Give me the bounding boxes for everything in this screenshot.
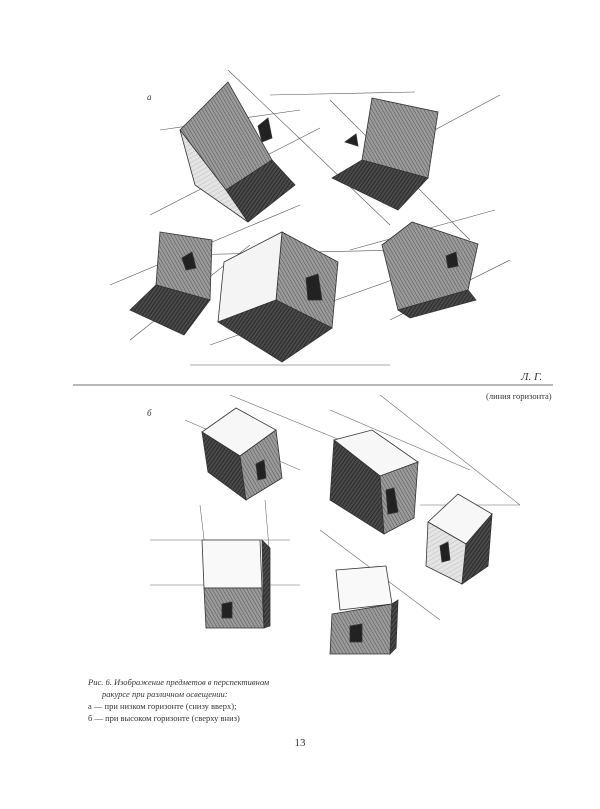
cube-b3 [426, 494, 492, 584]
caption-title-line2: ракурсе при различном освещении: [102, 689, 228, 699]
cube-a4 [218, 232, 338, 362]
caption-item-a: а — при низком горизонте (снизу вверх); [88, 701, 237, 711]
cube-a2 [332, 98, 438, 210]
horizon-note: (линия горизонта) [486, 391, 552, 401]
caption-title-line1: Рис. 6. Изображение предметов в перспективном [88, 677, 270, 687]
cube-a5 [382, 222, 478, 318]
cube-a1 [180, 82, 295, 222]
caption-item-b: б — при высоком горизонте (сверху вниз) [88, 713, 240, 723]
cube-b1 [202, 408, 282, 500]
cube-b4 [202, 540, 270, 628]
cube-a3 [130, 232, 212, 335]
cube-b2 [330, 430, 418, 534]
cube-b5 [330, 566, 398, 654]
figure-label-b: б [147, 408, 152, 418]
page-number: 13 [294, 737, 306, 749]
figure-label-a: а [147, 92, 152, 102]
horizon-mark: Л. Г. [521, 371, 543, 383]
figure-caption [88, 676, 269, 724]
